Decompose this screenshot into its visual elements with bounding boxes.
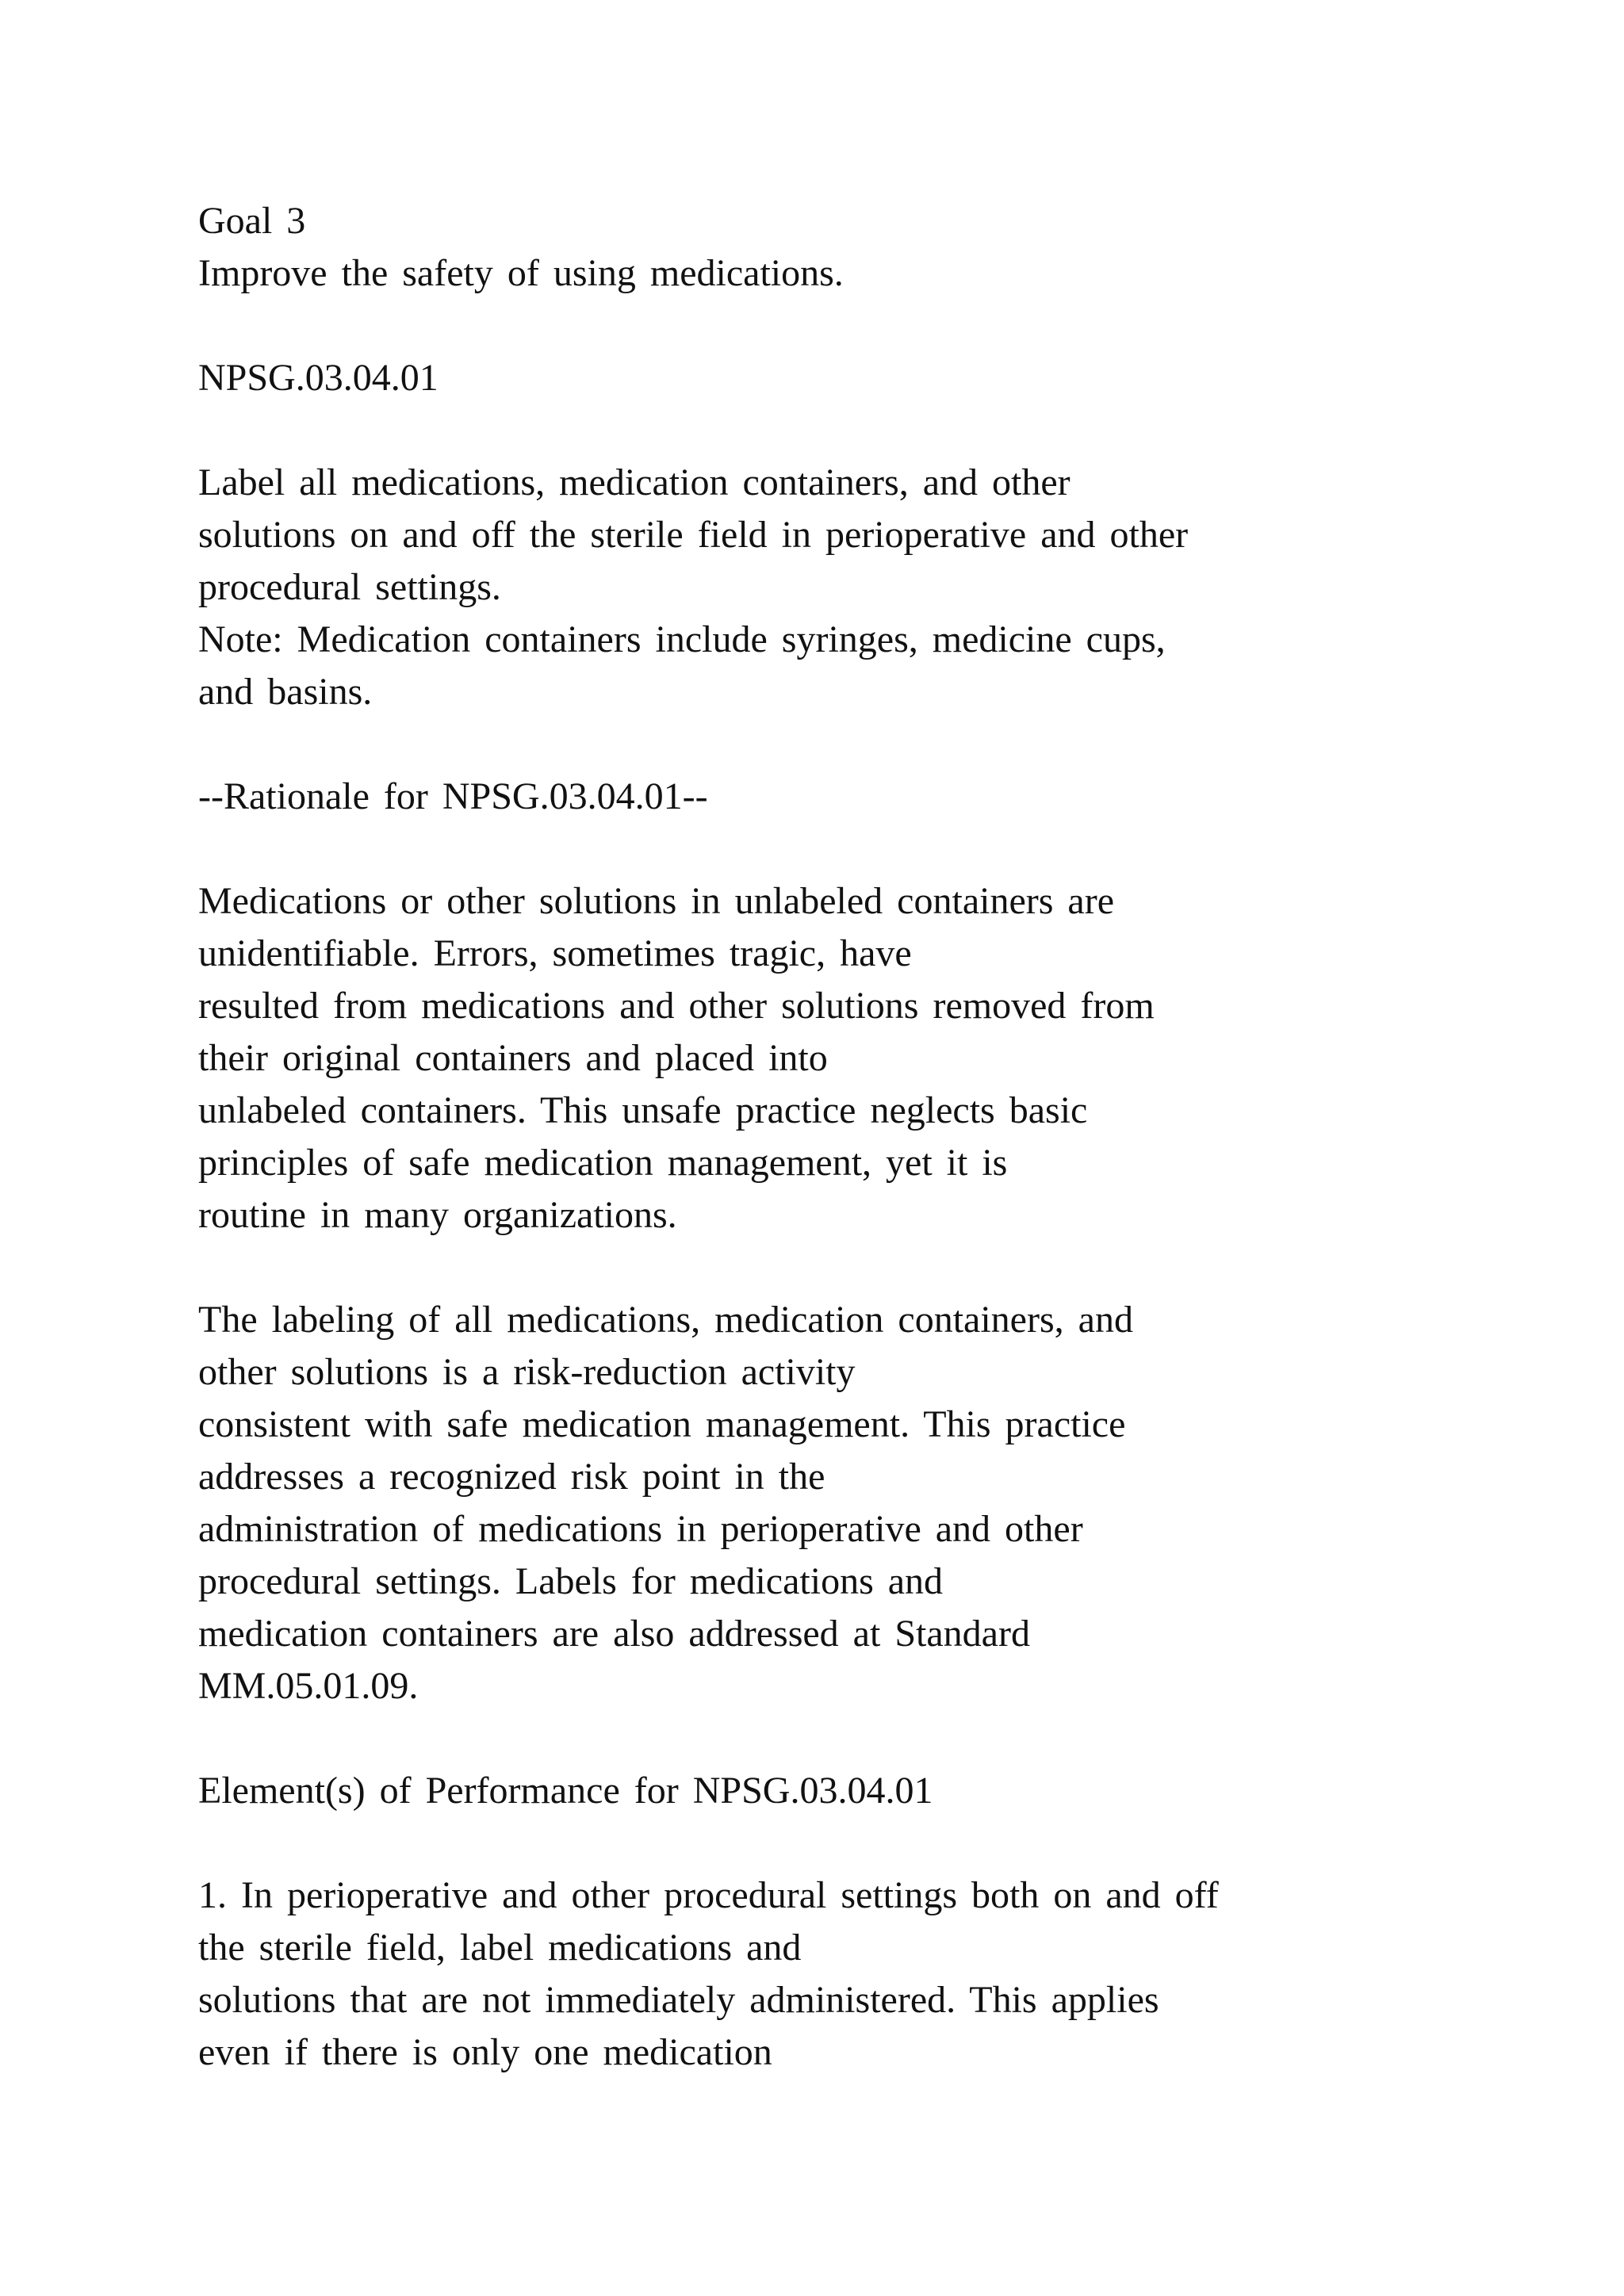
- spacer: [198, 1712, 1546, 1765]
- spacer: [198, 404, 1546, 457]
- text-line: Label all medications, medication containers, and other: [198, 461, 1071, 503]
- spacer: [198, 823, 1546, 875]
- text-line: addresses a recognized risk point in the: [198, 1456, 825, 1498]
- standard-id: NPSG.03.04.01: [198, 357, 439, 399]
- text-line: routine in many organizations.: [198, 1194, 677, 1236]
- note-line: Note: Medication containers include syringes, medicine cups,: [198, 618, 1166, 660]
- text-line: solutions on and off the sterile field in perioperative and other: [198, 514, 1189, 556]
- spacer: [198, 1242, 1546, 1294]
- document-page: [198, 195, 1546, 2079]
- text-line: the sterile field, label medications and: [198, 1927, 802, 1969]
- goal-description: Improve the safety of using medications.: [198, 252, 844, 294]
- text-line: MM.05.01.09.: [198, 1665, 419, 1707]
- text-line: The labeling of all medications, medication containers, and: [198, 1299, 1133, 1341]
- text-line: other solutions is a risk-reduction activity: [198, 1351, 856, 1393]
- elements-heading: Element(s) of Performance for NPSG.03.04.01: [198, 1770, 933, 1812]
- text-line: their original containers and placed into: [198, 1037, 828, 1079]
- text-line: medication containers are also addressed at Standard: [198, 1613, 1030, 1655]
- text-line: even if there is only one medication: [198, 2031, 772, 2073]
- text-line: Medications or other solutions in unlabeled containers are: [198, 880, 1115, 922]
- rationale-heading: --Rationale for NPSG.03.04.01--: [198, 775, 708, 817]
- text-line: administration of medications in perioperative and other: [198, 1508, 1083, 1550]
- note-line: and basins.: [198, 671, 373, 713]
- text-line: unidentifiable. Errors, sometimes tragic, have: [198, 932, 912, 974]
- text-line: resulted from medications and other solutions removed from: [198, 985, 1155, 1027]
- text-line: procedural settings. Labels for medications and: [198, 1560, 944, 1602]
- text-line: 1. In perioperative and other procedural settings both on and off: [198, 1874, 1219, 1916]
- text-line: consistent with safe medication management. This practice: [198, 1403, 1126, 1445]
- spacer: [198, 718, 1546, 771]
- text-line: solutions that are not immediately administered. This applies: [198, 1979, 1159, 2021]
- spacer: [198, 300, 1546, 352]
- text-line: principles of safe medication management, yet it is: [198, 1142, 1008, 1184]
- text-line: unlabeled containers. This unsafe practice neglects basic: [198, 1089, 1088, 1131]
- text-line: procedural settings.: [198, 566, 501, 608]
- goal-title: Goal 3: [198, 200, 306, 242]
- requirement-text: [198, 457, 1546, 718]
- rationale-paragraph-1: [198, 875, 1546, 1242]
- element-of-performance-1: [198, 1869, 1546, 2079]
- spacer: [198, 1817, 1546, 1869]
- rationale-paragraph-2: [198, 1294, 1546, 1712]
